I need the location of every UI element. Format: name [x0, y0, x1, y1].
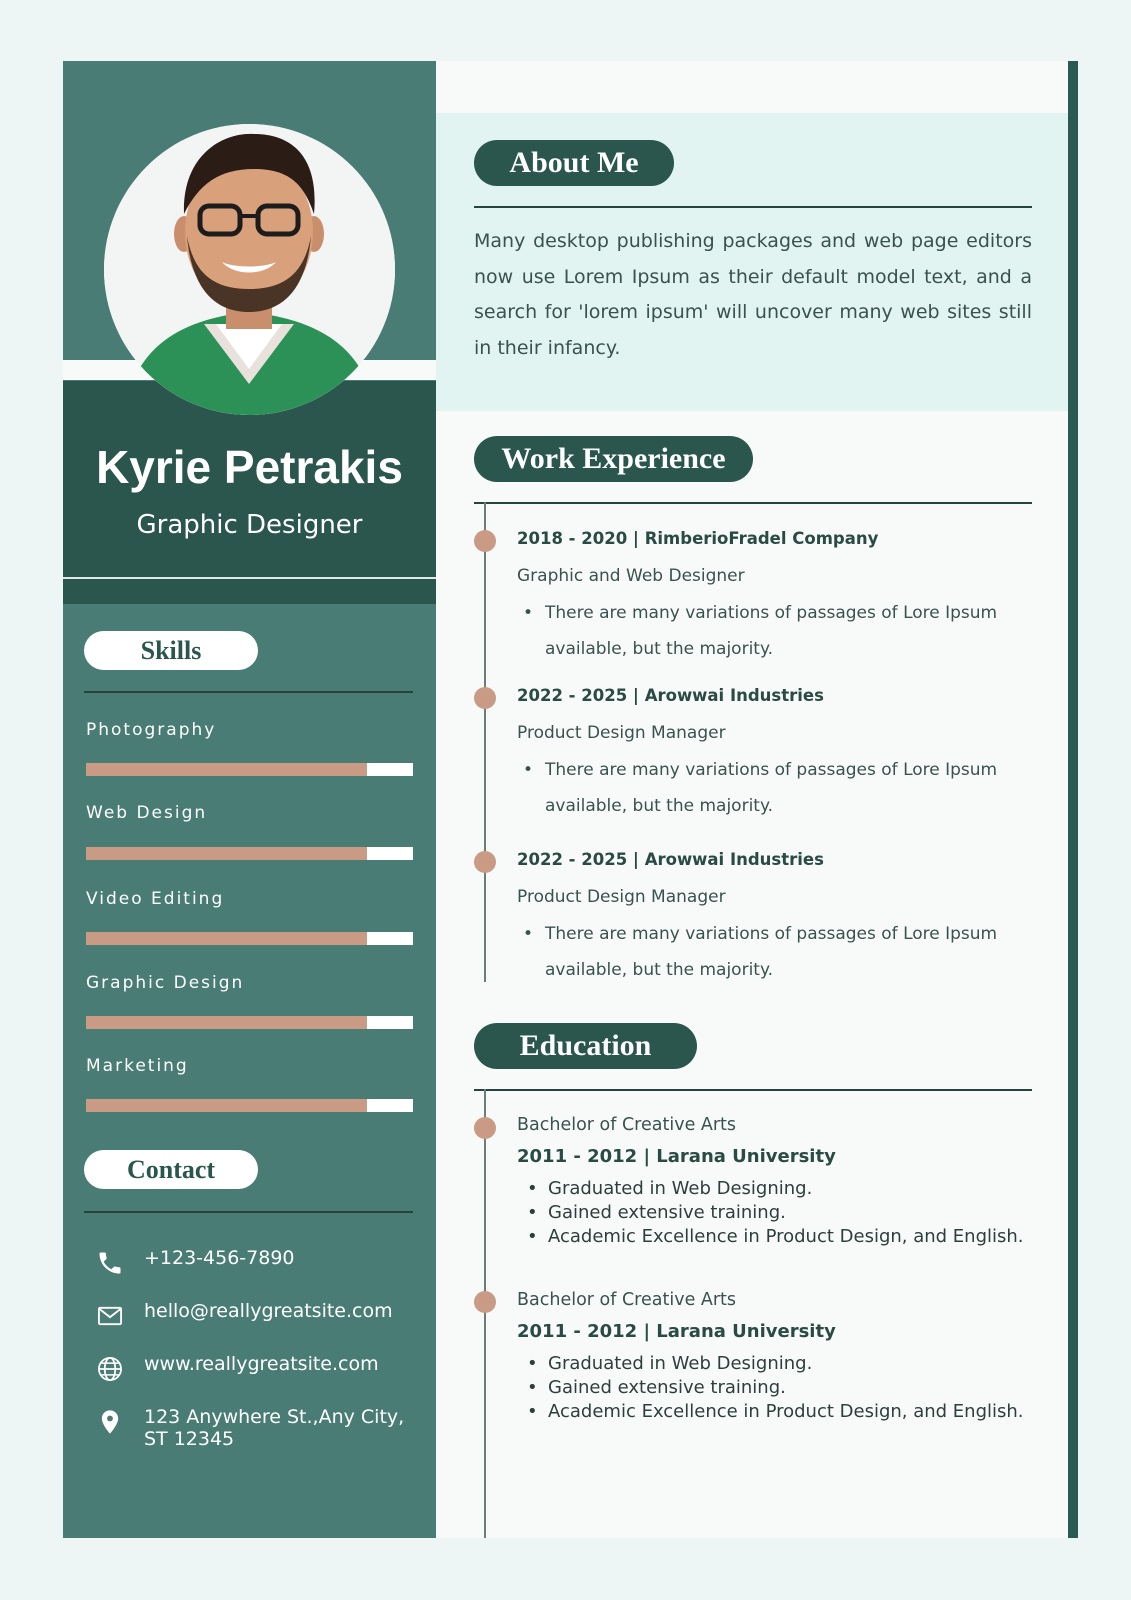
phone-number: +123-456-7890 — [144, 1247, 295, 1269]
edu-heading: 2011 - 2012 | Larana University — [517, 1146, 836, 1167]
mail-icon — [96, 1302, 124, 1330]
skills-divider — [84, 691, 413, 693]
person-name: Kyrie Petrakis — [96, 441, 403, 493]
education-heading: Education — [474, 1023, 697, 1069]
job-bullet-line: available, but the majority. — [545, 960, 773, 980]
job-bullet-line: • There are many variations of passages of Lore Ipsum — [545, 603, 998, 623]
address-line-2: ST 12345 — [144, 1428, 235, 1450]
skill-bar-fill — [86, 1099, 367, 1112]
job-role: Product Design Manager — [517, 723, 726, 743]
timeline-dot — [474, 1291, 496, 1313]
job-bullet-line: • There are many variations of passages of Lore Ipsum — [545, 760, 998, 780]
about-text: Many desktop publishing packages and web page editors now use Lorem Ipsum as their default model text, and a search for 'lorem ipsum' will uncover many web sites still in their infancy. — [474, 230, 1032, 359]
globe-icon — [96, 1355, 124, 1383]
skills-heading: Skills — [84, 631, 258, 670]
skill-bar-fill — [86, 847, 367, 860]
timeline-dot — [474, 1117, 496, 1139]
job-role: Graphic and Web Designer — [517, 566, 745, 586]
education-divider — [474, 1089, 1032, 1091]
skill-label: Photography — [86, 720, 217, 740]
contact-heading: Contact — [84, 1150, 258, 1189]
job-bullet — [545, 595, 1025, 667]
edu-degree: Bachelor of Creative Arts — [517, 1115, 737, 1135]
address-text — [144, 1406, 404, 1450]
edu-heading: 2011 - 2012 | Larana University — [517, 1321, 836, 1342]
contact-phone — [96, 1247, 426, 1277]
contact-divider — [84, 1211, 413, 1213]
skill-bar — [86, 1016, 413, 1029]
contact-address — [96, 1406, 426, 1456]
job-heading: 2022 - 2025 | Arowwai Industries — [517, 850, 824, 869]
avatar — [104, 124, 395, 415]
skill-bar — [86, 1099, 413, 1112]
skill-bar — [86, 763, 413, 776]
edu-bullet: • Academic Excellence in Product Design, and English. — [548, 1400, 1068, 1424]
edu-bullet: • Academic Excellence in Product Design, and English. — [548, 1225, 1068, 1249]
job-bullet — [545, 752, 1025, 824]
job-bullet-line: • There are many variations of passages of Lore Ipsum — [545, 924, 998, 944]
timeline-dot — [474, 687, 496, 709]
edu-degree: Bachelor of Creative Arts — [517, 1290, 737, 1310]
skill-bar-fill — [86, 763, 367, 776]
skill-bar-fill — [86, 932, 367, 945]
right-edge-stripe — [1068, 61, 1078, 1538]
education-timeline — [484, 1089, 486, 1538]
email-address[interactable]: hello@reallygreatsite.com — [144, 1300, 393, 1322]
person-title: Graphic Designer — [136, 510, 363, 540]
address-line-1: 123 Anywhere St.,Any City, — [144, 1406, 405, 1428]
work-divider — [474, 502, 1032, 504]
job-bullet-line: available, but the majority. — [545, 639, 773, 659]
location-pin-icon — [96, 1408, 124, 1436]
contact-website[interactable] — [96, 1353, 426, 1383]
website-url[interactable]: www.reallygreatsite.com — [144, 1353, 379, 1375]
work-timeline — [484, 502, 486, 982]
edu-bullet: • Gained extensive training. — [548, 1201, 1068, 1225]
edu-bullets — [548, 1177, 1068, 1249]
skill-label: Marketing — [86, 1056, 189, 1076]
skill-bar — [86, 932, 413, 945]
skill-label: Video Editing — [86, 889, 225, 909]
work-heading: Work Experience — [474, 436, 753, 482]
skill-label: Graphic Design — [86, 973, 245, 993]
job-heading: 2018 - 2020 | RimberioFradel Company — [517, 529, 879, 548]
job-role: Product Design Manager — [517, 887, 726, 907]
about-divider — [474, 206, 1032, 208]
phone-icon — [96, 1249, 124, 1277]
name-band-bottom — [63, 579, 436, 604]
contact-email[interactable] — [96, 1300, 426, 1330]
job-bullet — [545, 916, 1025, 988]
portrait-photo — [104, 124, 395, 415]
job-bullet-line: available, but the majority. — [545, 796, 773, 816]
about-heading: About Me — [474, 140, 674, 186]
skill-bar — [86, 847, 413, 860]
edu-bullet: • Graduated in Web Designing. — [548, 1177, 1068, 1201]
edu-bullet: • Graduated in Web Designing. — [548, 1352, 1068, 1376]
edu-bullet: • Gained extensive training. — [548, 1376, 1068, 1400]
skill-bar-fill — [86, 1016, 367, 1029]
timeline-dot — [474, 851, 496, 873]
edu-bullets — [548, 1352, 1068, 1424]
job-heading: 2022 - 2025 | Arowwai Industries — [517, 686, 824, 705]
timeline-dot — [474, 530, 496, 552]
skill-label: Web Design — [86, 803, 208, 823]
